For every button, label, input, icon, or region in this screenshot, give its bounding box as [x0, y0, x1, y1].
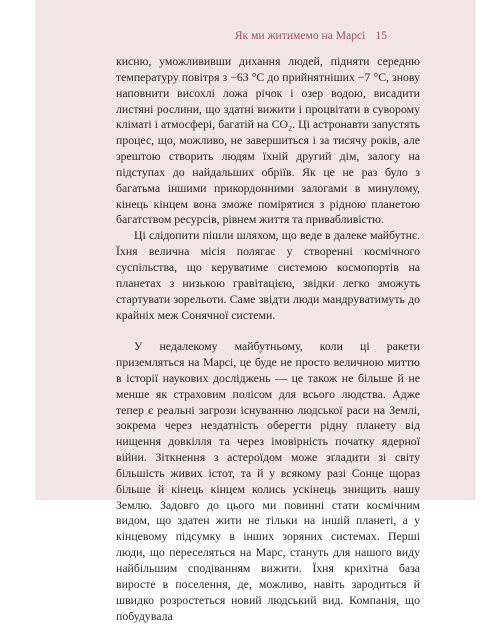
- paragraph-2: Ці слідопити пішли шляхом, що веде в далеке майбутнє. Їхня велична місія полягає у створенні космічного суспільства, що керуватиме системою космопортів на планетах з низькою гравітацією, звідки легко зможуть стартувати зорельоти. Саме звідти люди мандруватимуть до крайніх меж Сонячної системи.: [116, 228, 420, 322]
- chapter-title: Як ми житимемо на Марсі: [234, 29, 366, 42]
- page-number: 15: [375, 29, 387, 42]
- paragraph-3: У недалекому майбутньому, коли ці ракети приземляться на Марсі, це буде не просто величною миттю в історії наукових досліджень — це також не більше й не менше як страховим полісом для всього людства. Адже тепер є реальні загрози існуванню людської раси на Землі, зокрема через нездатність оберегти рідну планету від нищення довкілля та через імовірність початку ядерної війни. Зіткнення з астероїдом може зґладити зі світу більшість живих істот, та й у всякому разі Сонце щораз більше й кінець кінцем колись ускінець знищить нашу Землю. Задовго до цього ми повинні стати космічним видом, що здатен жити не тільки на іншій планеті, а у кінцевому підсумку в інших зоряних системах. Перші люди, що переселяться на Марс, стануть для нашого виду найбільшим сподіванням вижити. Їхня крихітна база виросте в поселення, де, можливо, навіть зародиться й швидко розростеться новий людський вид. Компанія, що побудувала: [116, 339, 420, 623]
- running-header: [235, 29, 387, 42]
- paragraph-1: кисню, уможлививши дихання людей, підняти середню температуру повітря з −63 °С до прийнятніших −7 °С, знову наповнити висохлі ложа річок і озер водою, висадити листяні рослини, що здатні вижити і процвітати в суворому кліматі і атмосфері, багатій на CO₂. Ці астронавти запустять процес, що, можливо, не завершиться і за тисячу років, але зрештою створить людям їхній другий дім, залогу на підступах до найдальших обріїв. Як це не раз було з багатьма іншими прикордонними залогами в минулому, кінець кінцем вона зможе помірятися з рідною планетою багатством ресурсів, рівнем життя та привабливістю.: [116, 54, 420, 227]
- body-text: [116, 54, 420, 624]
